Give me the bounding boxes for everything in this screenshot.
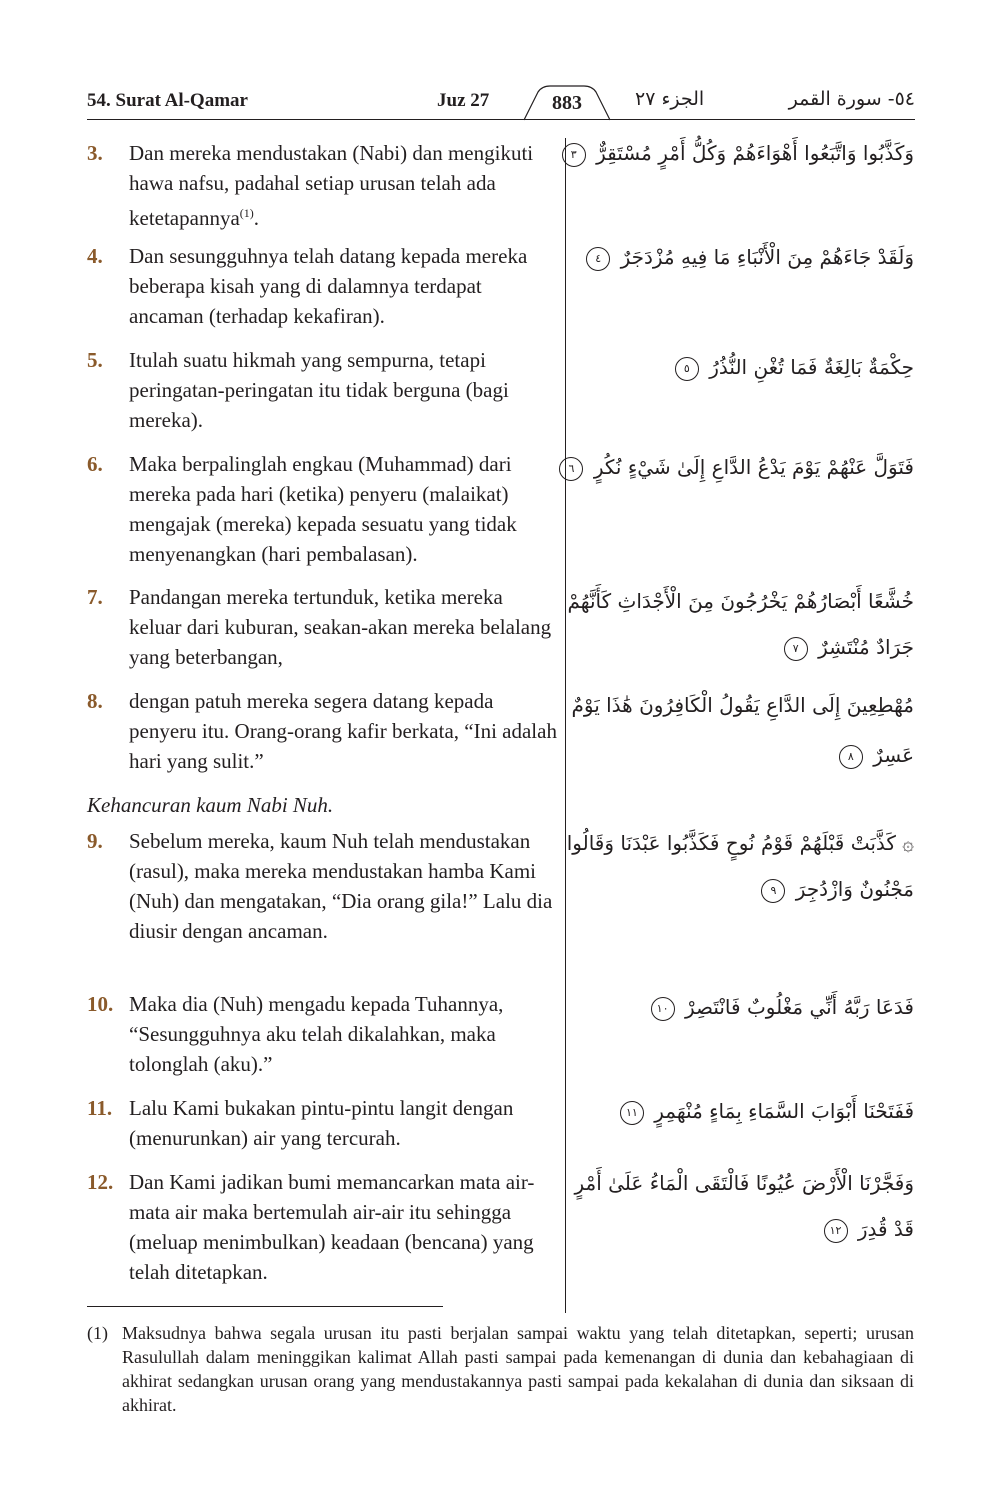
verse-11-arabic: [578, 1088, 914, 1134]
verse-12-arabic-line2: [578, 1206, 914, 1252]
verse-translation: Itulah suatu hikmah yang sempurna, tetapi peringatan-peringatan itu tidak berguna (bagi mereka).: [129, 348, 509, 432]
verse-translation: Pandangan mereka tertunduk, ketika mereka keluar dari kuburan, seakan-akan mereka belalang yang beterbangan,: [129, 585, 552, 669]
juz-label-latin: Juz 27: [437, 90, 490, 111]
verse-translation: Sebelum mereka, kaum Nuh telah mendustakan (rasul), maka mereka mendustakan hamba Kami (Nuh) dan mengatakan, “Dia orang gila!” Lalu dia diusir dengan ancaman.: [129, 829, 553, 943]
verse-text-end: .: [253, 206, 260, 230]
verse-end-marker: ٩: [761, 879, 785, 903]
arabic-text: جَرَادٌ مُنْتَشِرٌ: [818, 635, 914, 659]
arabic-text: قَدْ قُدِرَ: [857, 1217, 914, 1241]
column-divider: [565, 138, 566, 1313]
verse-number: 3.: [87, 141, 103, 165]
verse-8-arabic-line2: [578, 732, 914, 778]
verse-number: 10.: [87, 992, 114, 1016]
verse-6-arabic: [568, 444, 914, 490]
arabic-text: وَلَقَدْ جَاءَهُمْ مِنَ الْأَنْبَاءِ مَا فِيهِ مُزْدَجَرٌ: [620, 245, 914, 269]
verse-end-marker: ١١: [620, 1101, 644, 1125]
page-number: 883: [552, 92, 582, 114]
verse-end-marker: ٨: [839, 745, 863, 769]
verse-5-arabic: [578, 344, 914, 390]
verse-number: 7.: [87, 585, 103, 609]
footnote-rule: [87, 1306, 443, 1307]
arabic-text: حِكْمَةٌ بَالِغَةٌ فَمَا تُغْنِ النُّذُرُ: [709, 355, 914, 379]
verse-number: 12.: [87, 1170, 114, 1194]
verse-end-marker: ٣: [562, 143, 586, 167]
verse-translation: Dan Kami jadikan bumi memancarkan mata air-mata air maka bertemulah air-air itu sehingga (meluap menimbulkan) keadaan (bencana) yang telah ditetapkan.: [129, 1170, 535, 1284]
verse-9-arabic-line2: [578, 866, 914, 912]
verse-text: Dan mereka mendustakan (Nabi) dan mengikuti hawa nafsu, padahal setiap urusan telah ada ketetapannya: [129, 141, 534, 230]
section-subheading: Kehancuran kaum Nabi Nuh.: [87, 793, 334, 817]
verse-translation: Maka dia (Nuh) mengadu kepada Tuhannya, “Sesungguhnya aku telah dikalahkan, maka tolonglah (aku).”: [129, 992, 504, 1076]
verse-translation: [129, 138, 559, 233]
arabic-text: وَكَذَّبُوا وَاتَّبَعُوا أَهْوَاءَهُمْ وَكُلُّ أَمْرٍ مُسْتَقِرٌّ: [596, 141, 914, 165]
verse-10-arabic: [578, 984, 914, 1030]
verse-end-marker: ٥: [675, 357, 699, 381]
arabic-text: فَتَوَلَّ عَنْهُمْ يَوْمَ يَدْعُ الدَّاعِ إِلَىٰ شَيْءٍ نُكُرٍ: [593, 455, 914, 479]
verse-number: 11.: [87, 1096, 113, 1120]
verse-number: 9.: [87, 829, 103, 853]
verse-number: 5.: [87, 348, 103, 372]
verse-number: 8.: [87, 689, 103, 713]
arabic-text: فَفَتَحْنَا أَبْوَابَ السَّمَاءِ بِمَاءٍ مُنْهَمِرٍ: [654, 1099, 914, 1123]
page-header: [87, 86, 915, 120]
verse-end-marker: ٧: [784, 637, 808, 661]
verse-end-marker: ٦: [559, 457, 583, 481]
verse-end-marker: ٤: [586, 247, 610, 271]
verse-translation: dengan patuh mereka segera datang kepada penyeru itu. Orang-orang kafir berkata, “Ini adalah hari yang sulit.”: [129, 689, 557, 773]
verse-7-arabic-line2: [578, 624, 914, 670]
footnote-marker: (1): [87, 1323, 108, 1343]
verse-9-arabic-line1: ۞ كَذَّبَتْ قَبْلَهُمْ قَوْمُ نُوحٍ فَكَذَّبُوا عَبْدَنَا وَقَالُوا: [566, 831, 914, 855]
verse-8-arabic-line1: مُهْطِعِينَ إِلَى الدَّاعِ يَقُولُ الْكَافِرُونَ هَٰذَا يَوْمٌ: [571, 693, 914, 717]
arabic-text: فَدَعَا رَبَّهُ أَنِّي مَغْلُوبٌ فَانْتَصِرْ: [684, 995, 914, 1019]
verse-translation: Lalu Kami bukakan pintu-pintu langit dengan (menurunkan) air yang tercurah.: [129, 1096, 514, 1150]
verse-number: 6.: [87, 452, 103, 476]
arabic-text: مَجْنُونٌ وَازْدُجِرَ: [795, 877, 914, 901]
verse-number: 4.: [87, 244, 103, 268]
verse-end-marker: ١٠: [651, 997, 675, 1021]
page-number-tab: [524, 82, 610, 118]
verse-end-marker: ١٢: [824, 1219, 848, 1243]
verse-4-arabic: [578, 234, 914, 280]
verse-12-arabic-line1: وَفَجَّرْنَا الْأَرْضَ عُيُونًا فَالْتَقَى الْمَاءُ عَلَىٰ أَمْرٍ: [574, 1171, 914, 1195]
juz-label-arabic: الجزء ٢٧: [635, 88, 705, 110]
verse-7-arabic-line1: خُشَّعًا أَبْصَارُهُمْ يَخْرُجُونَ مِنَ الْأَجْدَاثِ كَأَنَّهُمْ: [567, 589, 914, 613]
surah-title-arabic: ٥٤- سورة القمر: [788, 88, 915, 110]
surah-title-latin: 54. Surat Al-Qamar: [87, 90, 248, 111]
verse-3-arabic: [570, 130, 914, 176]
footnote-reference[interactable]: (1): [239, 206, 254, 220]
header-rule: [87, 119, 915, 120]
arabic-text: عَسِرٌ: [873, 743, 914, 767]
verse-translation: Maka berpalinglah engkau (Muhammad) dari mereka pada hari (ketika) penyeru (malaikat) mengajak (mereka) kepada sesuatu yang tidak menyenangkan (hari pembalasan).: [129, 452, 517, 566]
footnote-text: Maksudnya bahwa segala urusan itu pasti berjalan sampai waktu yang telah ditetapkan, seperti; urusan Rasulullah dalam meninggikan kalimat Allah pasti sampai pada kemenangan di dunia dan kebahagiaan di akhirat sedangkan urusan orang yang mendustakannya pasti sampai pada kekalahan di dunia dan siksaan di akhirat.: [122, 1323, 914, 1415]
verse-translation: Dan sesungguhnya telah datang kepada mereka beberapa kisah yang di dalamnya terdapat ancaman (terhadap kekafiran).: [129, 244, 528, 328]
